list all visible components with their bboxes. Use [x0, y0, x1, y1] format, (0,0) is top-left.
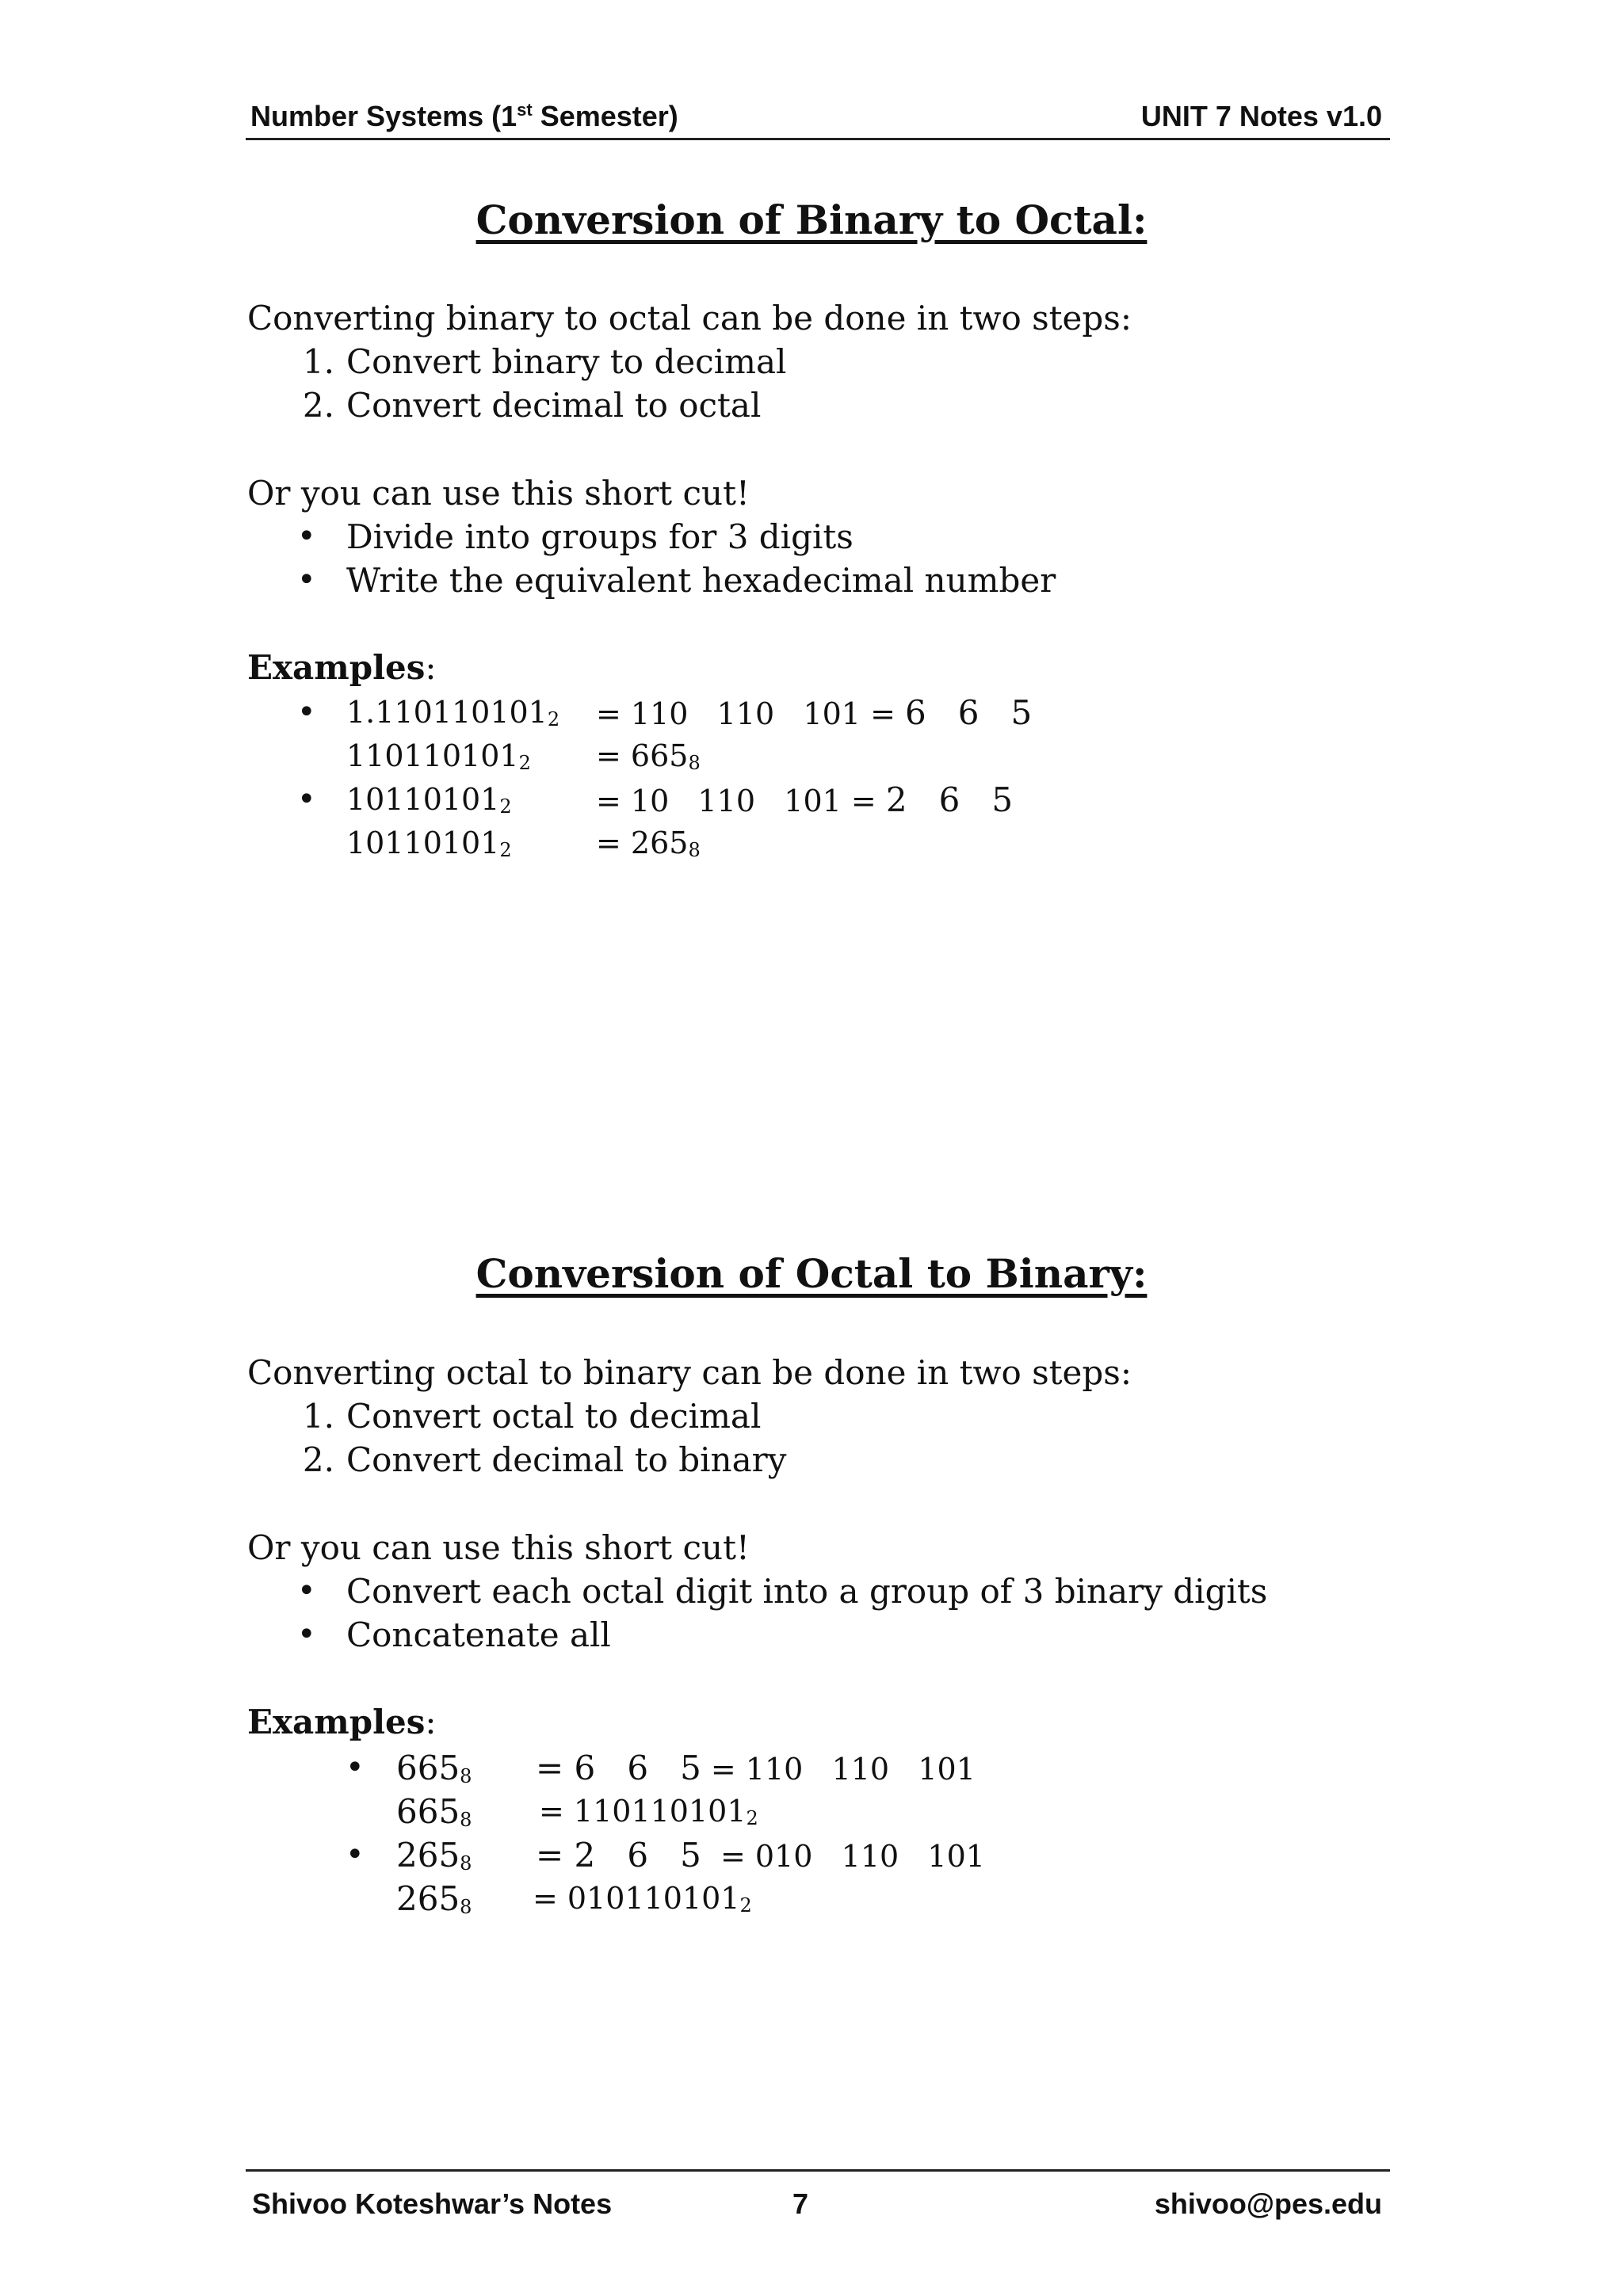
section1-examples-label: Examples:	[247, 648, 437, 687]
section2-examples-label: Examples:	[247, 1703, 437, 1741]
footer-email: shivoo@pes.edu	[1154, 2187, 1382, 2220]
footer-author: Shivoo Koteshwar’s Notes	[252, 2187, 613, 2220]
section1-intro: Converting binary to octal can be done in two steps:	[247, 299, 1132, 338]
section2-intro: Converting octal to binary can be done in two steps:	[247, 1353, 1132, 1392]
section-title-binary-to-octal: Conversion of Binary to Octal:	[475, 196, 1148, 243]
section2-shortcut-intro: Or you can use this short cut!	[247, 1528, 750, 1567]
header-unit-label: UNIT 7 Notes v1.0	[1140, 100, 1382, 132]
section-title-octal-to-binary: Conversion of Octal to Binary:	[475, 1250, 1148, 1297]
page-number: 7	[792, 2187, 809, 2220]
page-footer	[246, 2169, 1390, 2227]
header-course-title: Number Systems (1st Semester)	[250, 100, 678, 132]
section1-shortcut-intro: Or you can use this short cut!	[247, 474, 750, 513]
page-header	[246, 97, 1390, 140]
